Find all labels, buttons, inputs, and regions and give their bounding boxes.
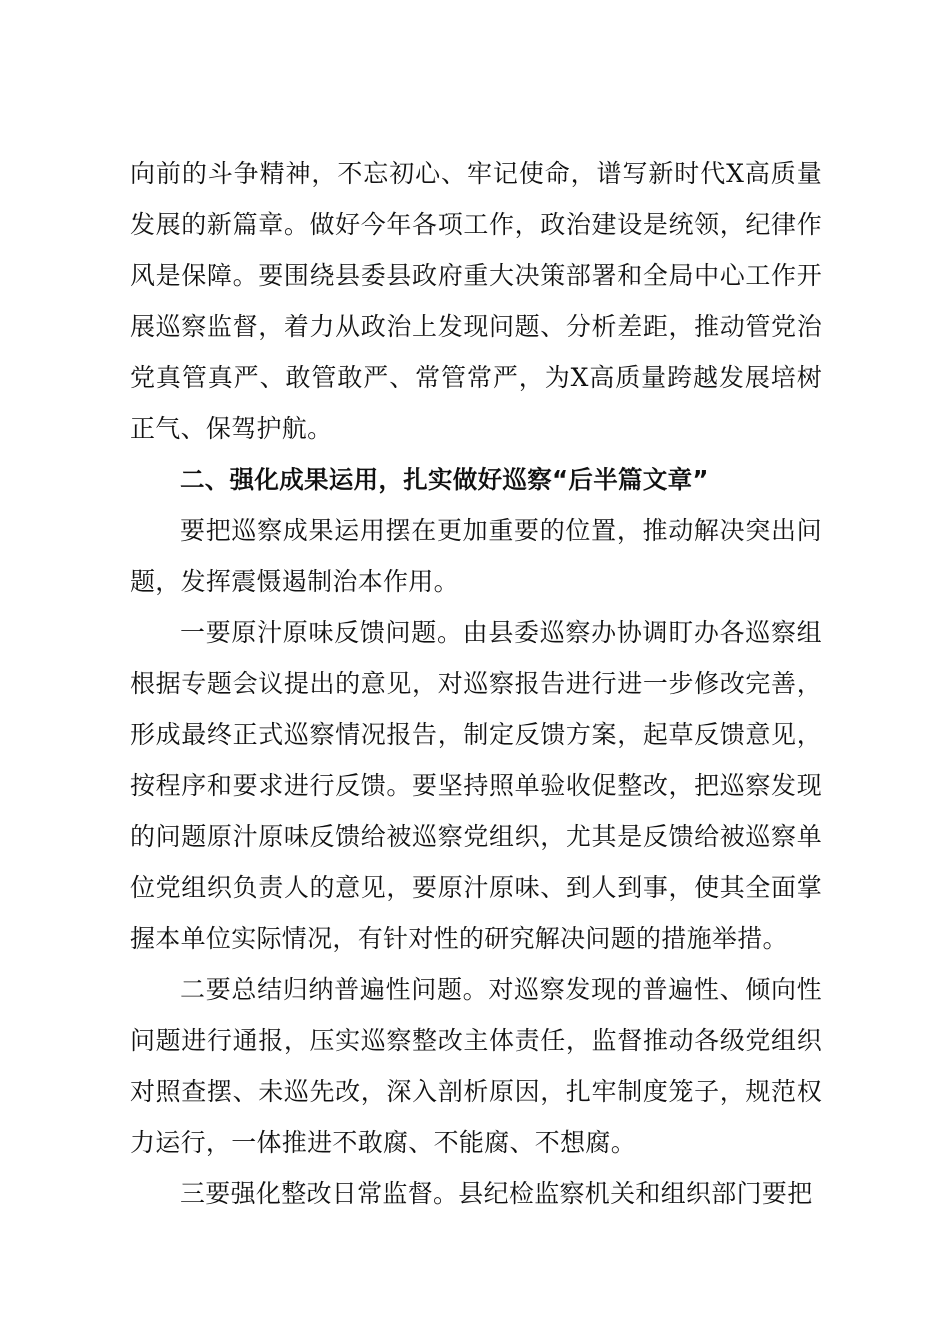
paragraph-intro-continuation: 向前的斗争精神，不忘初心、牢记使命，谱写新时代X高质量发展的新篇章。做好今年各项工作，政治建设是统领，纪律作风是保障。要围绕县委县政府重大决策部署和全局中心工作开展巡察监督，着力从政治上发现问题、分析差距，推动管党治党真管真严、敢管敢严、常管常严，为X高质量跨越发展培树正气、保驾护航。 bbox=[130, 159, 822, 443]
paragraph-point-three: 三要强化整改日常监督。县纪检监察机关和组织部门要把 bbox=[180, 1179, 813, 1208]
paragraph-section-intro: 要把巡察成果运用摆在更加重要的位置，推动解决突出问题，发挥震慑遏制治本作用。 bbox=[130, 516, 822, 596]
section-heading: 二、强化成果运用，扎实做好巡察“后半篇文章” bbox=[180, 465, 709, 494]
document-body bbox=[130, 148, 822, 1219]
paragraph-point-two: 二要总结归纳普遍性问题。对巡察发现的普遍性、倾向性问题进行通报，压实巡察整改主体责任，监督推动各级党组织对照查摆、未巡先改，深入剖析原因，扎牢制度笼子，规范权力运行，一体推进不敢腐、不能腐、不想腐。 bbox=[130, 975, 822, 1157]
paragraph-point-one: 一要原汁原味反馈问题。由县委巡察办协调盯办各巡察组根据专题会议提出的意见，对巡察报告进行进一步修改完善，形成最终正式巡察情况报告，制定反馈方案，起草反馈意见，按程序和要求进行反馈。要坚持照单验收促整改，把巡察发现的问题原汁原味反馈给被巡察党组织，尤其是反馈给被巡察单位党组织负责人的意见，要原汁原味、到人到事，使其全面掌握本单位实际情况，有针对性的研究解决问题的措施举措。 bbox=[130, 618, 822, 953]
